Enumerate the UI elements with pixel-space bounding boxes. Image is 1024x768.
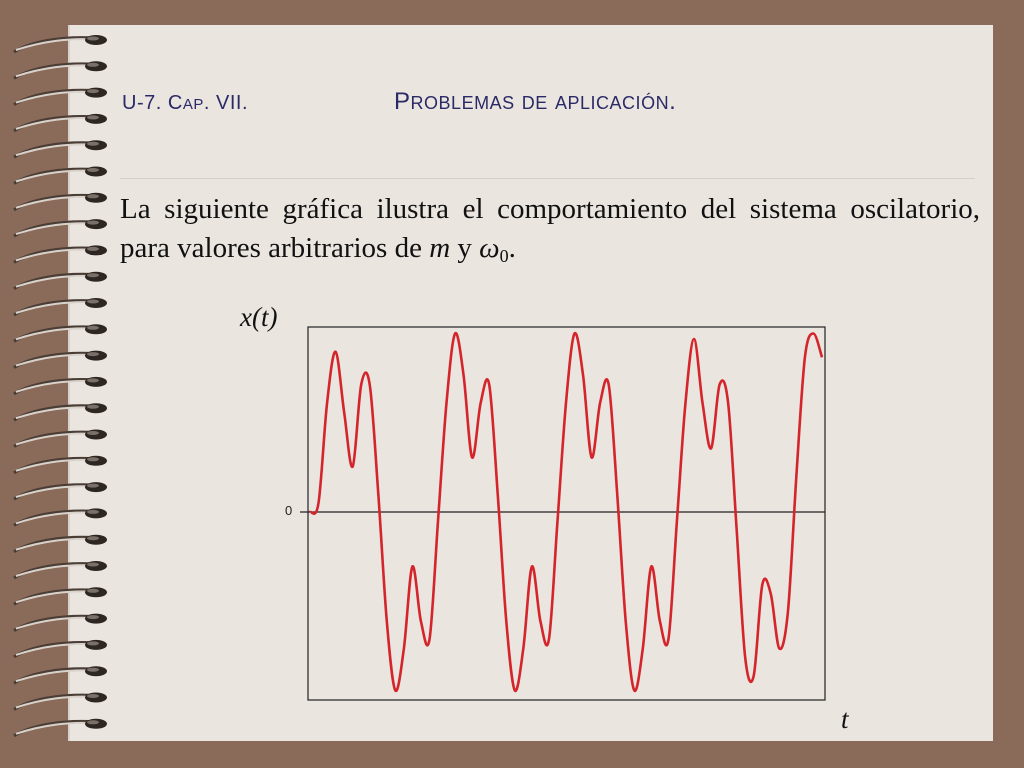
omega-subscript: 0: [499, 246, 509, 266]
page-title: PROBLEMAS DE APLICACIÓN.: [394, 88, 677, 115]
intro-text: La siguiente gráfica ilustra el comportamiento del sistema oscilatorio, para valores arbitrarios de: [120, 193, 980, 264]
var-omega: ω: [479, 232, 500, 264]
intro-conj: y: [450, 232, 480, 264]
plot-frame: [308, 327, 825, 700]
intro-period: .: [508, 232, 516, 264]
x-axis-label: t: [841, 704, 849, 734]
unit-label: U-7. CAP. VII.: [122, 92, 249, 114]
y-axis-label: x(t): [240, 302, 278, 332]
y-tick-label-zero: 0: [285, 503, 293, 518]
var-m: m: [429, 232, 451, 264]
